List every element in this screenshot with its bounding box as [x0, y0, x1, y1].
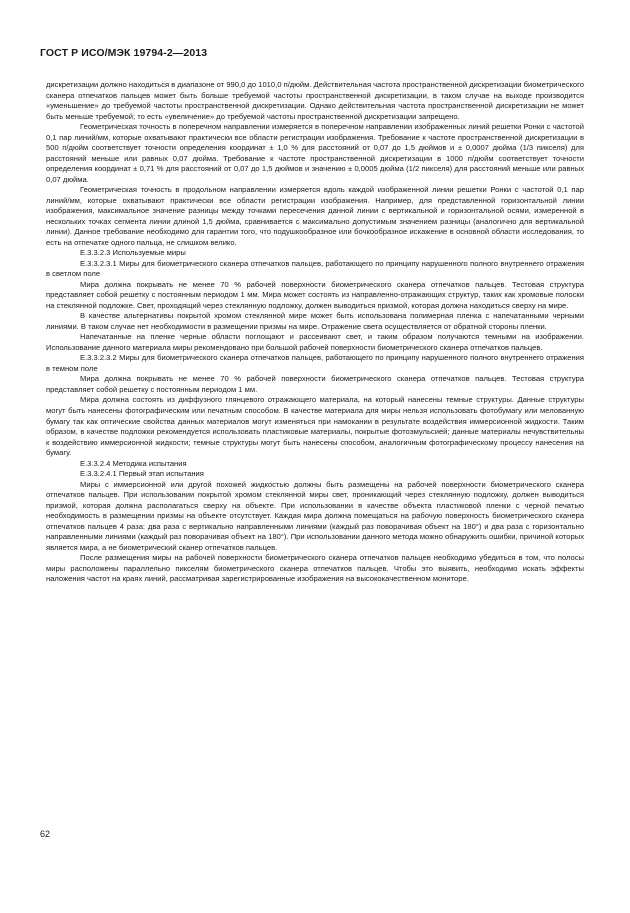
paragraph: Е.3.3.2.3.1 Миры для биометрического сканера отпечатков пальцев, работающего по принципу нарушенного полного внутреннего отражения в светлом поле: [46, 258, 584, 279]
paragraph: дискретизации должно находиться в диапазоне от 990,0 до 1010,0 п/дюйм. Действительная частота пространственной дискретизации биометрического сканера отпечатков пальцев может быть больше требуемой частоты пространственной дискретизации, в таком случае на выходе производится «уменьшение» до требуемой частоты пространственной дискретизации. Однако действительная частота пространственной дискретизации не может быть меньше требуемой; то есть «увеличение» до требуемой частоты пространственной дискретизации запрещено.: [46, 80, 584, 121]
paragraph: Е.3.3.2.3 Используемые миры: [80, 248, 186, 258]
page-number: 62: [40, 829, 51, 839]
paragraph: Мира должна состоять из диффузного глянцевого отражающего материала, на который нанесены темные структуры. Данные структуры могут быть нанесены фотографическим или печатным способом. В качестве материала для миры нельзя использовать фотобумагу или мелованную бумагу так как оптические свойства данных материалов могут изменяться при намокании в результате воздействия иммерсионной жидкости. Таким образом, в качестве подложки рекомендуется использовать пластиковые материалы, покрытые фотоэмульсией; данные материалы нечувствительны к воздействию иммерсионной жидкости; темные структуры могут быть нанесены способом, аналогичным фотографическому процессу нанесения на бумагу.: [46, 395, 584, 458]
paragraph: Мира должна покрывать не менее 70 % рабочей поверхности биометрического сканера отпечатков пальцев. Тестовая структура представляет собой решетку с постоянным периодом 1 мм.: [46, 374, 584, 394]
paragraph: Напечатанные на пленке черные области поглощают и рассеивают свет, и таким образом получаются темными на изображении. Использование данного материала миры рекомендовано при большой рабочей поверхности биометрического сканера отпечатков пальцев.: [46, 332, 584, 352]
document-body: [46, 80, 584, 585]
paragraph: В качестве альтернативы покрытой хромом стеклянной мире может быть использована полимерная пленка с напечатанными черными линиями. В таком случае нет необходимости в размещении призмы на мире. Отражение света осуществляется от обратной стороны пленки.: [46, 311, 584, 331]
paragraph: Миры с иммерсионной или другой похожей жидкостью должны быть размещены на рабочей поверхности биометрического сканера отпечатков пальцев. При использовании покрытой хромом стеклянной миры свет, проникающий через стеклянную подложку, должен выводиться призмой, которая должна располагаться сверху на объекте. При использовании в качестве объекта пластиковой пленки с черной печатью необходимость в размещении призмы на объекте отсутствует. Каждая мира должна помещаться на рабочую поверхность биометрического сканера отпечатков пальцев 4 раза: два раза с вертикально направленными линиями (каждый раз поворачивая объект на 180°) и два раза с горизонтально направленными линиями (каждый раз поворачивая объект на 180°). При использовании данного метода можно обнаружить ошибки, причиной которых является мира, а не биометрический сканер отпечатков пальцев.: [46, 479, 584, 552]
paragraph: Е.3.3.2.3.2 Миры для биометрического сканера отпечатков пальцев, работающего по принципу нарушенного полного внутреннего отражения в темном поле: [46, 353, 584, 373]
paragraph: Мира должна покрывать не менее 70 % рабочей поверхности биометрического сканера отпечатков пальцев. Тестовая структура представляет собой решетку с постоянным периодом 1 мм. Мира может состоять из направленно-отражающих структур, таких как хромовые полоски на стеклянной подложке. Свет, проходящий через стеклянную подложку, должен выводиться призмой, которая должна находиться сверху на мире.: [46, 279, 584, 310]
paragraph: Геометрическая точность в продольном направлении измеряется вдоль каждой изображенной линии решетки Ронки с частотой 0,1 пар линий/мм, которые охватывают практически все области регистрации изображения. Например, для представленной горизонтальной линии изображения, максимальное значение разницы между точками пересечения данной линии с вертикальной и горизонтальной осями, измеренной в нескольких точках сегмента линии длиной 1,5 дюйма, сравнивается с максимально допустимым значением разницы (аналогично для вертикальной линии). Данное требование необходимо для гарантии того, что подушкообразное или бочкообразное искажение в основной области исследования, то есть на отпечатке одного пальца, не слишком велико.: [46, 185, 584, 247]
paragraph: После размещения миры на рабочей поверхности биометрического сканера отпечатков пальцев необходимо убедиться в том, что полосы миры расположены параллельно пикселям биометрического сканера отпечатков пальцев. Чтобы это выявить, необходимо искать эффекты наложения частот на краях линий, рассматривая зарегистрированные изображения на высококачественном мониторе.: [46, 553, 584, 584]
paragraph: Геометрическая точность в поперечном направлении измеряется в поперечном направлении изображенных линий решетки Ронки с частотой 0,1 пар линий/мм, которые охватывают практически все области регистрации изображения. Требование к частоте пространственной дискретизации в 500 п/дюйм соответствует точности определения координат ± 1,0 % для расстояний от 0,07 до 1,5 дюймов и ± 0,0007 дюйма (1/3 пикселя) для расстояний меньше или равных 0,07 дюйма. Требование к частоте пространственной дискретизации в 1000 п/дюйм соответствует точности определения координат ± 0,71 % для расстояний от 0,07 до 1,5 дюймов и значению ± 0,0005 дюйма (1/2 пикселя) для расстояний меньше или равных 0,07 дюйма.: [46, 122, 584, 184]
paragraph: Е.3.3.2.4.1 Первый этап испытания: [80, 469, 204, 479]
page-header: ГОСТ Р ИСО/МЭК 19794-2—2013: [40, 47, 208, 59]
paragraph: Е.3.3.2.4 Методика испытания: [80, 458, 187, 468]
